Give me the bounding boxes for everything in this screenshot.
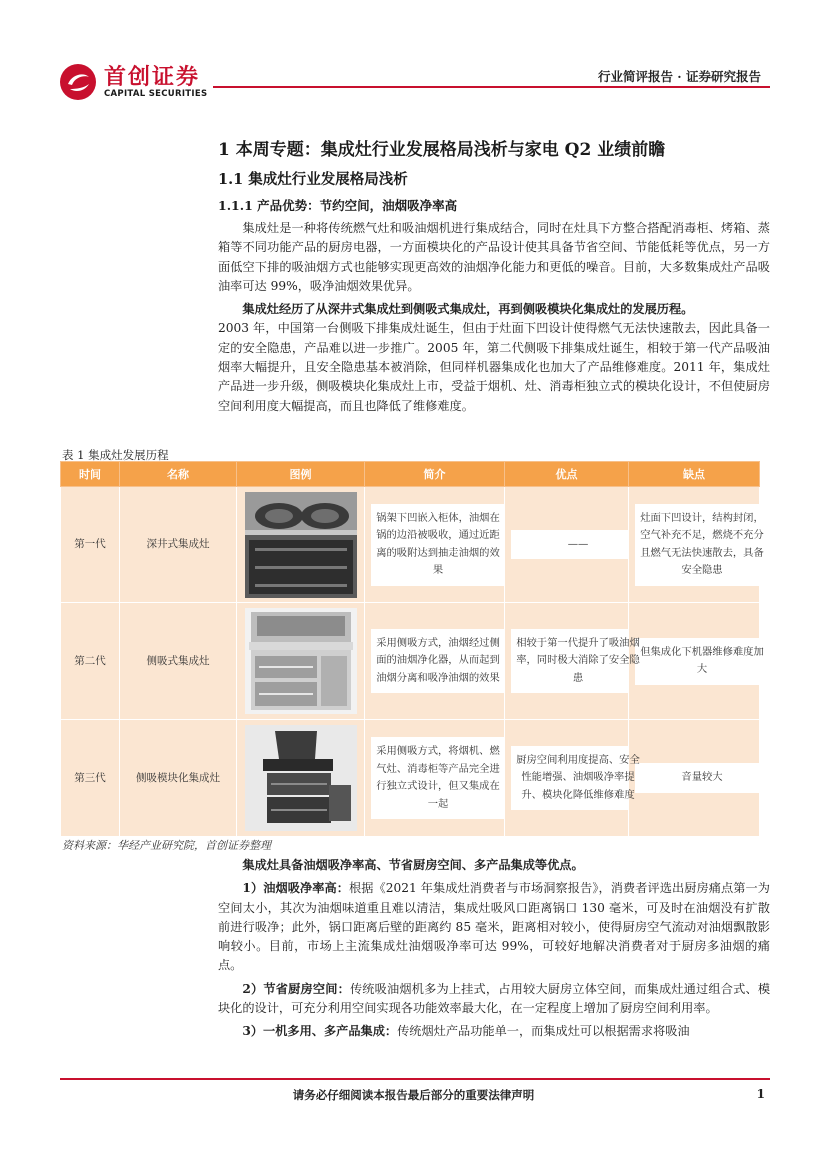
pros-text: ——: [511, 530, 645, 560]
item-2-label: 2）节省厨房空间：: [242, 981, 350, 996]
cell-pros: [505, 487, 629, 603]
stove-gen2-image: [245, 608, 357, 714]
cell-cons: [629, 603, 764, 720]
item-1-label: 1）油烟吸净率高：: [242, 881, 349, 896]
cell-image: [237, 487, 365, 603]
advantages-paragraphs: [218, 856, 770, 1042]
intro-text: 采用侧吸方式，将烟机、燃气灶、消毒柜等产品完全进行独立式设计，但又集成在一起: [371, 737, 505, 819]
cons-text: 音量较大: [635, 763, 769, 793]
cell-time: 第三代: [61, 720, 120, 837]
header-divider: [213, 86, 770, 88]
stove-gen3-image: [245, 725, 357, 831]
intro-paragraphs: [218, 219, 770, 416]
cons-text: 灶面下凹设计，结构封闭，空气补充不足，燃烧不充分且燃气无法快速散去，具备安全隐患: [635, 504, 769, 586]
cell-pros: [505, 720, 640, 837]
table-row: [61, 603, 760, 720]
brand-logo-icon: [58, 62, 98, 102]
cell-cons: [629, 720, 760, 837]
cell-time: 第二代: [61, 603, 120, 720]
col-header-image: 图例: [237, 462, 365, 487]
col-header-name: 名称: [120, 462, 237, 487]
paragraph-1: 集成灶是一种将传统燃气灶和吸油烟机进行集成结合，同时在灶具下方整合搭配消毒柜、烤箱、蒸箱等不同功能产品的厨房电器，一方面模块化的产品设计使其具备节省空间、节能低耗等优点，另一方面低空下排的吸油烟方式也能够实现更高效的油烟净化能力和更低的噪音。目前，大多数集成灶产品吸油率可达 99%，吸净油烟效果优异。: [218, 221, 770, 293]
cell-cons: [629, 487, 764, 603]
col-header-cons: 缺点: [629, 462, 760, 487]
cell-time: 第一代: [61, 487, 120, 603]
footer-divider: [60, 1078, 770, 1080]
brand-name-en: CAPITAL SECURITIES: [104, 89, 208, 99]
legal-disclaimer: 请务必仔细阅读本报告最后部分的重要法律声明: [292, 1088, 535, 1102]
cell-intro: [365, 720, 505, 837]
pros-text: 相较于第一代提升了吸油烟率，同时极大消除了安全隐患: [511, 629, 645, 694]
col-header-pros: 优点: [505, 462, 629, 487]
cell-name: 深井式集成灶: [120, 487, 237, 603]
intro-text: 锅架下凹嵌入柜体，油烟在锅的边沿被吸收，通过近距离的吸附达到抽走油烟的效果: [371, 504, 505, 586]
subsubsection-heading: 1.1.1 产品优势：节约空间，油烟吸净率高: [218, 198, 458, 213]
table-row: [61, 487, 760, 603]
cell-name: 侧吸模块化集成灶: [120, 720, 237, 837]
cons-text: 但集成化下机器维修难度加大: [635, 638, 769, 685]
item-3-label: 3）一机多用、多产品集成：: [242, 1024, 398, 1039]
cell-name: 侧吸式集成灶: [120, 603, 237, 720]
table-source-note: 资料来源：华经产业研究院，首创证券整理: [62, 839, 271, 852]
report-type-label: 行业简评报告 · 证券研究报告: [597, 69, 761, 84]
brand-name-cn: 首创证券: [104, 65, 201, 90]
item-1-text: 根据《2021 年集成灶消费者与市场洞察报告》，消费者评选出厨房痛点第一为空间太小，其次为油烟味道重且难以清洁，集成灶吸风口距离锅口 130 毫米，可及时在油烟没有扩散前进行吸净；此外，锅口距离后壁的距离约 85 毫米，距离相对较小，使得厨房空气流动对油烟飘散影响较小。目前，市场上主流集成灶油烟吸净率可达 99%，可较好地解决消费者对于厨房多油烟的痛点。: [218, 881, 770, 973]
stove-gen1-image: [245, 492, 357, 598]
cell-intro: [365, 487, 505, 603]
cell-image: [237, 720, 365, 837]
cell-pros: [505, 603, 640, 720]
table-caption: 表 1 集成灶发展历程: [62, 448, 169, 462]
cell-intro: [365, 603, 505, 720]
page-number: 1: [756, 1087, 765, 1101]
subsection-heading: 1.1 集成灶行业发展格局浅析: [218, 171, 408, 188]
col-header-intro: 简介: [365, 462, 505, 487]
paragraph-2: 2003 年，中国第一台侧吸下排集成灶诞生，但由于灶面下凹设计使得燃气无法快速散去，因此具备一定的安全隐患，产品难以进一步推广。2005 年，第二代侧吸下排集成灶诞生，相较于第一代产品吸油烟率大幅提升，且安全隐患基本被消除，但同样机器集成化也加大了产品维修难度。2011 年，集成灶产品进一步升级，侧吸模块化集成灶上市，受益于烟机、灶、消毒柜独立式的模块化设计，不但使厨房空间利用度大幅提高，而且也降低了维修难度。: [218, 321, 770, 413]
paragraph-3-lead: 集成灶具备油烟吸净率高、节省厨房空间、多产品集成等优点。: [242, 858, 584, 872]
col-header-time: 时间: [61, 462, 120, 487]
item-3-text: 传统烟灶产品功能单一，而集成灶可以根据需求将吸油: [397, 1024, 690, 1039]
table-row: [61, 720, 760, 837]
cell-image: [237, 603, 365, 720]
pros-text: 厨房空间利用度提高、安全性能增强、油烟吸净率提升、模块化降低维修难度: [511, 746, 645, 811]
development-table: [60, 461, 764, 837]
paragraph-2-lead: 集成灶经历了从深井式集成灶到侧吸式集成灶，再到侧吸模块化集成灶的发展历程。: [242, 302, 694, 317]
table-header-row: [61, 462, 760, 487]
item-2-text: 传统吸油烟机多为上挂式，占用较大厨房立体空间，而集成灶通过组合式、模块化的设计，可充分利用空间实现各功能效率最大化，在一定程度上增加了厨房空间利用率。: [218, 981, 771, 1016]
section-heading: 1 本周专题：集成灶行业发展格局浅析与家电 Q2 业绩前瞻: [218, 140, 666, 160]
intro-text: 采用侧吸方式，油烟经过侧面的油烟净化器，从而起到油烟分离和吸净油烟的效果: [371, 629, 505, 694]
